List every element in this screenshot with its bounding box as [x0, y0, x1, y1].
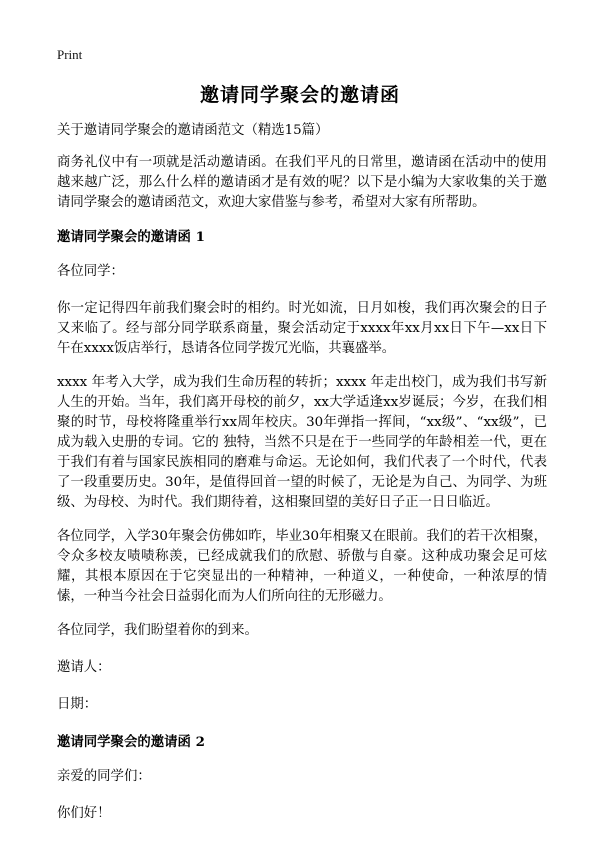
- document-subtitle: 关于邀请同学聚会的邀请函范文（精选15篇）: [57, 123, 329, 138]
- print-link[interactable]: Print: [57, 47, 83, 62]
- inviter-line: 邀请人：: [57, 660, 111, 675]
- greeting-1: 各位同学：: [57, 264, 124, 279]
- section-heading-2: 邀请同学聚会的邀请函 2: [57, 734, 205, 750]
- paragraph-1: 你一定记得四年前我们聚会时的相约。时光如流，日月如梭，我们再次聚会的日子又来临了。经与部分同学联系商量，聚会活动定于xxxx年xx月xx日下午—xx日下午在xxxx饭店举行，恳请各位同学拨冗光临，共襄盛举。: [57, 301, 547, 356]
- date-line: 日期：: [57, 697, 98, 712]
- paragraph-3: 各位同学，入学30年聚会仿佛如昨，毕业30年相聚又在眼前。我们的若干次相聚，令众多校友啧啧称羡，已经成就我们的欣慰、骄傲与自豪。这种成功聚会足可炫耀，其根本原因在于它突显出的一种精神，一种道义，一种使命，一种浓厚的情愫，一种当今社会日益弱化而为人们所向往的无形磁力。: [57, 529, 547, 604]
- intro-paragraph: 商务礼仪中有一项就是活动邀请函。在我们平凡的日常里，邀请函在活动中的使用越来越广泛，那么什么样的邀请函才是有效的呢？以下是小编为大家收集的关于邀请同学聚会的邀请函范文，欢迎大家借鉴与参考，希望对大家有所帮助。: [57, 155, 547, 210]
- section-heading-1: 邀请同学聚会的邀请函 1: [57, 229, 205, 245]
- paragraph-2: xxxx 年考入大学，成为我们生命历程的转折；xxxx 年走出校门，成为我们书写新人生的开始。当年，我们离开母校的前夕，xx大学适逢xx岁诞辰；今岁，在我们相聚的时节，母校将隆重举行xx周年校庆。30年弹指一挥间，“xx级”、“xx级”，已成为载入史册的专词。它的 独特，当然不只是在于一些同学的年龄相差一代，更在于我们有着与国家民族相同的磨难与命运。无论如何，我们代表了一个时代，代表了一段重要历史。30年，是值得回首一望的时候了，无论是为自己、为同学、为班级、为母校、为时代。我们期待着，这相聚回望的美好日子正一日日临近。: [57, 375, 547, 510]
- closing-line: 各位同学，我们盼望着你的到来。: [57, 623, 258, 638]
- hello-line: 你们好！: [57, 806, 111, 821]
- document-body: [57, 121, 547, 841]
- greeting-2: 亲爱的同学们：: [57, 769, 151, 784]
- page-title: 邀请同学聚会的邀请函: [199, 84, 400, 106]
